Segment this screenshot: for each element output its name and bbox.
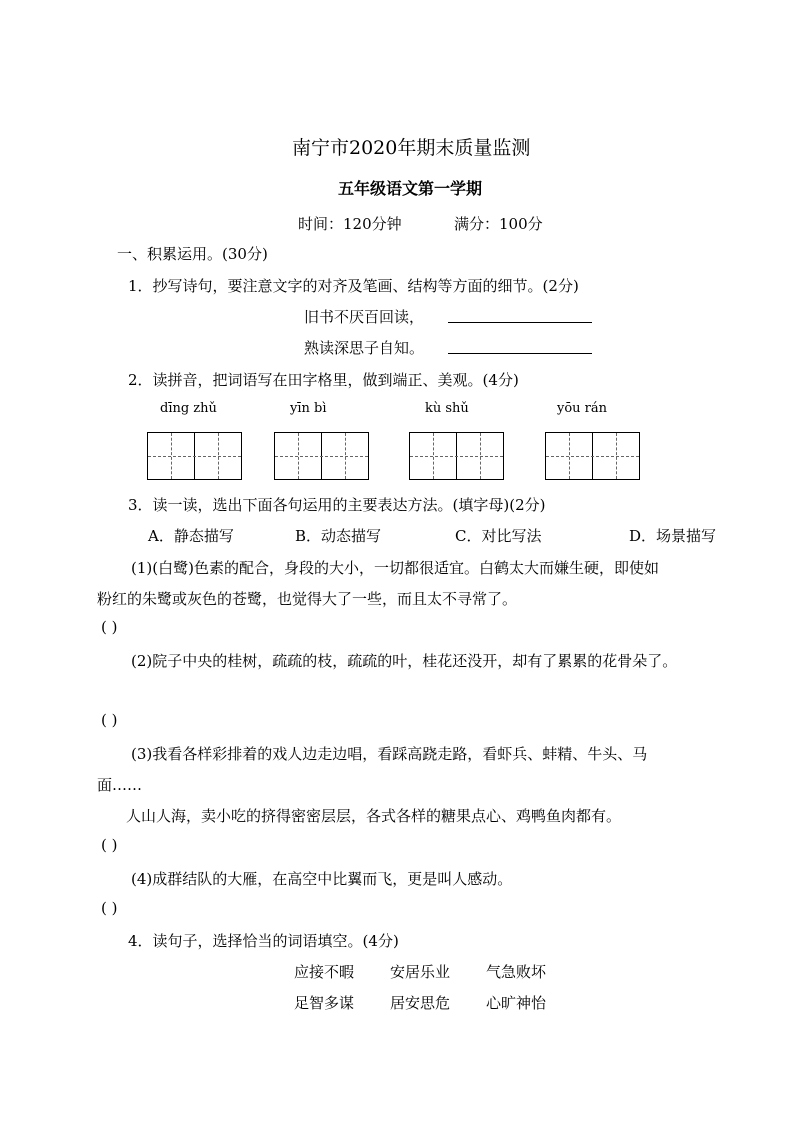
answer-paren-3[interactable]: ( ) bbox=[101, 836, 118, 854]
word-option: 居安思危 bbox=[390, 994, 451, 1012]
sentence-3-line-3: 人山人海，卖小吃的挤得密密层层，各式各样的糖果点心、鸡鸭鱼肉都有。 bbox=[126, 807, 622, 825]
word-option: 应接不暇 bbox=[294, 963, 355, 981]
pinyin-4: yōu rán bbox=[557, 401, 608, 416]
copy-blank-1[interactable] bbox=[448, 322, 592, 323]
question-2-prompt: 2．读拼音，把词语写在田字格里，做到端正、美观。(4分) bbox=[128, 371, 519, 389]
sentence-3-line-2: 面…… bbox=[97, 776, 143, 794]
word-option: 足智多谋 bbox=[294, 994, 355, 1012]
pinyin-2: yīn bì bbox=[290, 401, 327, 416]
option-b: B．动态描写 bbox=[295, 527, 382, 545]
copy-blank-2[interactable] bbox=[448, 353, 592, 354]
question-3-prompt: 3．读一读，选出下面各句运用的主要表达方法。(填字母)(2分) bbox=[128, 496, 546, 514]
answer-paren-2[interactable]: ( ) bbox=[101, 711, 118, 729]
tianzige-box-3[interactable] bbox=[409, 432, 504, 480]
sentence-1-line-2: 粉红的朱鹭或灰色的苍鹭，也觉得大了一些，而且太不寻常了。 bbox=[97, 590, 518, 608]
exam-score: 满分：100分 bbox=[454, 215, 543, 233]
word-option: 心旷神怡 bbox=[486, 994, 547, 1012]
tianzige-box-4[interactable] bbox=[545, 432, 640, 480]
answer-paren-1[interactable]: ( ) bbox=[101, 618, 118, 636]
tianzige-box-2[interactable] bbox=[274, 432, 369, 480]
poem-line-2: 熟读深思子自知。 bbox=[304, 339, 425, 357]
tianzige-box-1[interactable] bbox=[147, 432, 242, 480]
option-d: D．场景描写 bbox=[629, 527, 717, 545]
section-heading: 一、积累运用。(30分) bbox=[117, 245, 268, 263]
sentence-3-line-1: (3)我看各样彩排着的戏人边走边唱，看踩高跷走路，看虾兵、蚌精、牛头、马 bbox=[131, 745, 648, 763]
option-a: A．静态描写 bbox=[148, 527, 234, 545]
poem-line-1: 旧书不厌百回读， bbox=[304, 308, 425, 326]
exam-time: 时间：120分钟 bbox=[298, 215, 402, 233]
sentence-4: (4)成群结队的大雁，在高空中比翼而飞，更是叫人感动。 bbox=[131, 870, 513, 888]
word-option: 安居乐业 bbox=[390, 963, 451, 981]
pinyin-3: kù shǔ bbox=[425, 401, 469, 416]
page-subtitle: 五年级语文第一学期 bbox=[338, 179, 483, 198]
pinyin-1: dīng zhǔ bbox=[160, 401, 217, 416]
question-4-prompt: 4．读句子，选择恰当的词语填空。(4分) bbox=[128, 932, 399, 950]
page-title: 南宁市2020年期末质量监测 bbox=[292, 137, 531, 159]
question-1-prompt: 1．抄写诗句，要注意文字的对齐及笔画、结构等方面的细节。(2分) bbox=[128, 277, 579, 295]
word-option: 气急败坏 bbox=[486, 963, 547, 981]
sentence-1-line-1: (1)(白鹭)色素的配合，身段的大小，一切都很适宜。白鹤太大而嫌生硬，即使如 bbox=[131, 559, 659, 577]
option-c: C．对比写法 bbox=[455, 527, 542, 545]
sentence-2: (2)院子中央的桂树，疏疏的枝，疏疏的叶，桂花还没开，却有了累累的花骨朵了。 bbox=[131, 652, 678, 670]
answer-paren-4[interactable]: ( ) bbox=[101, 899, 118, 917]
